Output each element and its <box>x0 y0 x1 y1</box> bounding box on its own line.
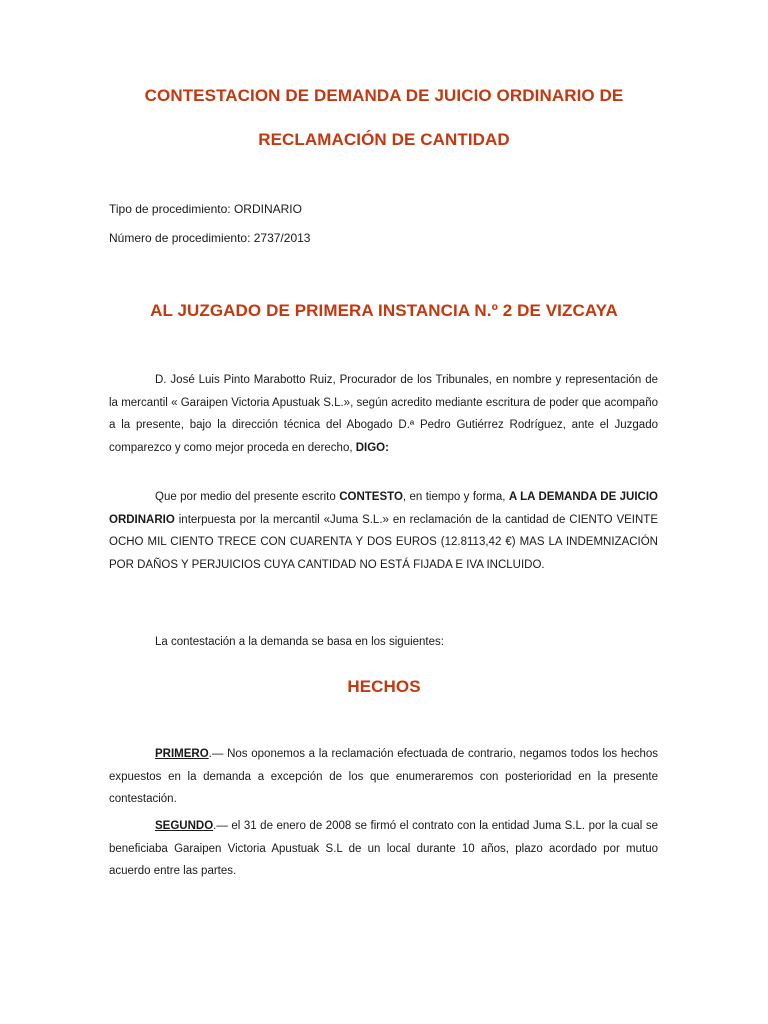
basis-text: La contestación a la demanda se basa en los siguientes: <box>155 636 444 648</box>
segundo-paragraph <box>109 815 658 883</box>
contesto-paragraph <box>109 486 658 576</box>
court-heading: AL JUZGADO DE PRIMERA INSTANCIA N.º 2 DE VIZCAYA <box>150 301 618 320</box>
segundo-label: SEGUNDO <box>155 820 214 832</box>
contesto-keyword: CONTESTO <box>339 491 403 503</box>
procedure-type: Tipo de procedimiento: ORDINARIO <box>109 202 302 216</box>
primero-label: PRIMERO <box>155 748 209 760</box>
demanda-keyword: A LA DEMANDA DE JUICIO ORDINARIO <box>109 491 658 526</box>
hechos-heading: HECHOS <box>347 677 421 696</box>
procedure-number: Número de procedimiento: 2737/2013 <box>109 231 311 245</box>
basis-paragraph <box>109 631 658 654</box>
primero-paragraph <box>109 743 658 811</box>
document-title-line1: CONTESTACION DE DEMANDA DE JUICIO ORDINARIO DE <box>144 86 624 105</box>
contesto-text-3: interpuesta por la mercantil «Juma S.L.» en reclamación de la cantidad de CIENTO VEINTE OCHO MIL CIENTO TRECE CON CUARENTA Y DOS EUROS (12.8113,42 €) MAS LA INDEMNIZACIÓN POR DAÑOS Y PERJUICIOS CUYA CANTIDAD NO ESTÁ FIJADA E IVA INCLUIDO. <box>109 513 658 571</box>
intro-text: D. José Luis Pinto Marabotto Ruiz, Procurador de los Tribunales, en nombre y representación de la mercantil « Garaipen Victoria Apustuak S.L.», según acredito mediante escritura de poder que acompaño a la presente, bajo la dirección técnica del Abogado D.ª Pedro Gutiérrez Rodríguez, ante el Juzgado comparezco y como mejor proceda en derecho, <box>109 374 658 454</box>
segundo-text: .— el 31 de enero de 2008 se firmó el contrato con la entidad Juma S.L. por la cual se beneficiaba Garaipen Victoria Apustuak S.L de un local durante 10 años, plazo acordado por mutuo acuerdo entre las partes. <box>109 820 658 877</box>
contesto-text-2: , en tiempo y forma, <box>402 491 509 503</box>
primero-text: .— Nos oponemos a la reclamación efectuada de contrario, negamos todos los hechos expuestos en la demanda a excepción de los que enumeraremos con posterioridad en la presente contestación. <box>109 748 658 805</box>
contesto-text-1: Que por medio del presente escrito <box>155 491 340 503</box>
intro-paragraph <box>109 369 658 459</box>
digo-keyword: DIGO: <box>355 441 389 454</box>
document-title-line2: RECLAMACIÓN DE CANTIDAD <box>258 130 510 149</box>
